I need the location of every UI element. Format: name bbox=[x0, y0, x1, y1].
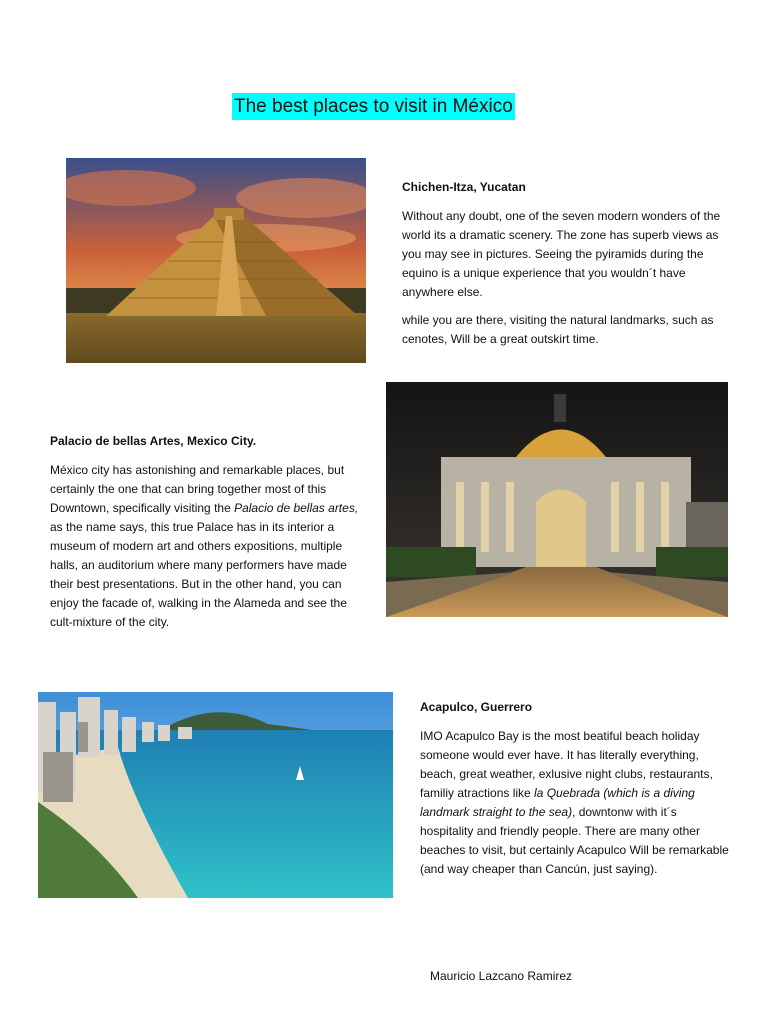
palacio-bellas-artes-photo bbox=[386, 382, 728, 617]
section-heading-acapulco: Acapulco, Guerrero bbox=[420, 700, 533, 714]
section-paragraph: while you are there, visiting the natural landmarks, such as cenotes, Will be a great outskirt time. bbox=[402, 313, 714, 346]
section-heading-palacio: Palacio de bellas Artes, Mexico City. bbox=[50, 434, 257, 448]
section-heading-chichen-itza: Chichen-Itza, Yucatan bbox=[402, 180, 526, 194]
page-title: The best places to visit in México bbox=[232, 93, 515, 120]
section-paragraph: IMO Acapulco Bay is the most beatiful beach holiday someone would ever have. It has literally everything, beach, great weather, exlusive night clubs, restaurants, familiy atractions like la Quebrada (which is a diving landmark straight to the sea), downtonw with it´s hospitality and friendly people. There are many other beaches to visit, but certainly Acapulco Will be remarkable (and way cheaper than Cancún, just saying). bbox=[420, 729, 729, 876]
section-paragraph: Without any doubt, one of the seven modern wonders of the world its a dramatic scenery. The zone has superb views as you may see in pictures. Seeing the pyiramids during the equino is a unique experience that you wouldn´t have anywhere else. bbox=[402, 209, 721, 299]
author-name: Mauricio Lazcano Ramirez bbox=[430, 969, 573, 983]
chichen-itza-photo bbox=[66, 158, 366, 363]
acapulco-beach-photo bbox=[38, 692, 393, 898]
section-paragraph: México city has astonishing and remarkable places, but certainly the one that can bring together most of this Downtown, specifically visiting the Palacio de bellas artes, as the name says, this true Palace has in its interior a museum of modern art and others expositions, multiple halls, an auditorium where many performers have made their best presentations. But in the other hand, you can enjoy the facade of, walking in the Alameda and see the cult-mixture of the city. bbox=[50, 463, 359, 629]
